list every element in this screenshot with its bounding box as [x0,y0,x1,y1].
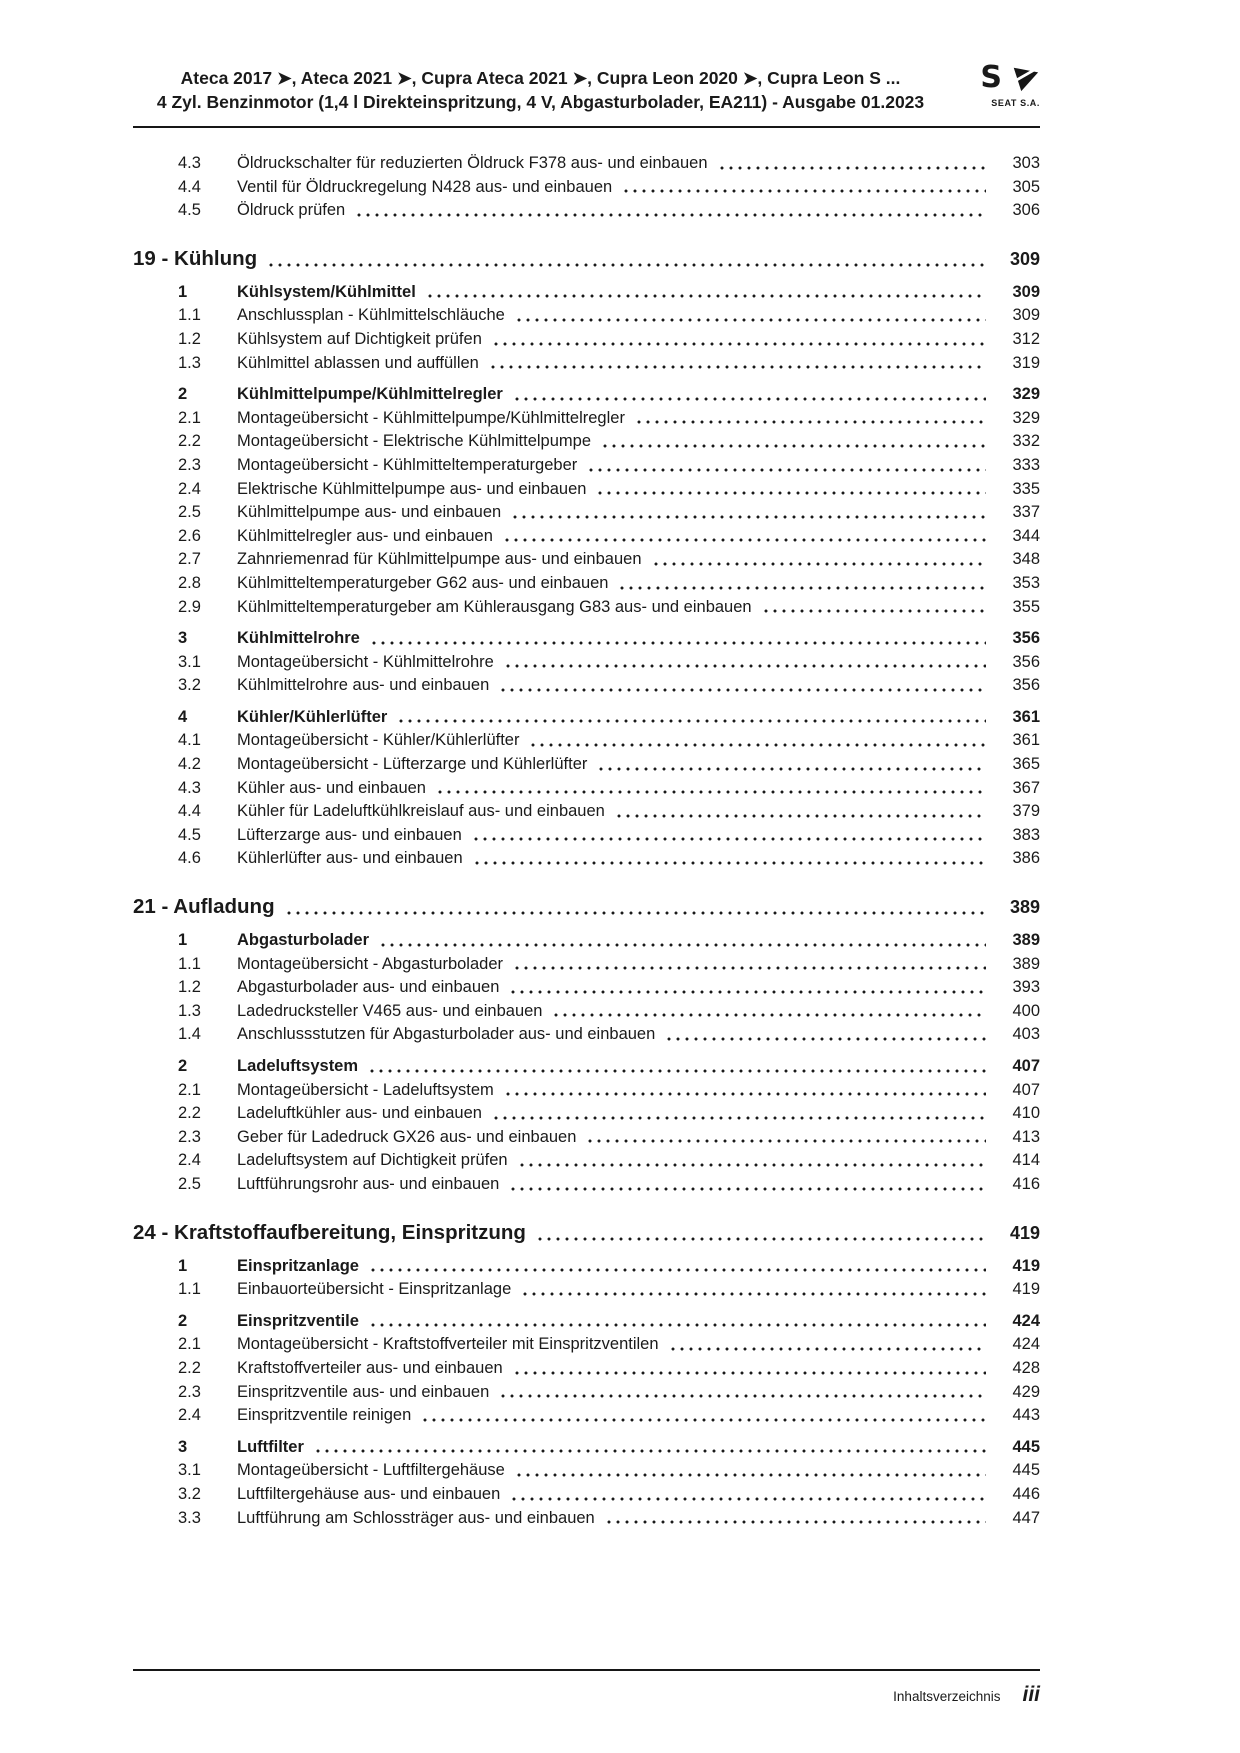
dot-leader [475,861,986,865]
entry-number: 2 [178,385,188,404]
entry-title: Kühlmittelregler aus- und einbauen [237,526,493,545]
toc-entry-row [133,953,1040,977]
entry-page-number: 446 [1012,1484,1040,1503]
dot-leader [515,1371,986,1375]
toc-entry-row [133,1079,1040,1103]
entry-number: 3 [178,1437,188,1456]
toc-entry-row [133,548,1040,572]
toc-entry-row [133,1404,1040,1428]
dot-leader [511,1187,986,1191]
entry-number: 1 [178,931,188,950]
entry-page-number: 312 [1012,329,1040,348]
entry-title: Einbauorteübersicht - Einspritzanlage [237,1280,512,1299]
seat-logo-caption: SEAT S.A. [991,98,1040,108]
dot-leader [617,814,986,818]
entry-number: 1.2 [178,978,201,997]
entry-number: 2 [178,1057,188,1075]
entry-page-number: 407 [1012,1080,1040,1099]
toc-entry-row [133,430,1040,454]
dot-leader [506,664,986,668]
entry-number: 2.1 [178,408,201,427]
dot-leader [494,1116,986,1120]
entry-title: Kühlmittelpumpe/Kühlmittelregler [237,385,503,404]
toc-entry-row [133,152,1040,176]
entry-title: Ladeluftsystem auf Dichtigkeit prüfen [237,1151,508,1170]
entry-page-number: 389 [1012,954,1040,973]
toc-list [133,152,1040,1530]
entry-number: 2.8 [178,573,201,592]
entry-number: 4 [178,707,188,726]
entry-number: 2.3 [178,455,201,474]
entry-title: Zahnriemenrad für Kühlmittelpumpe aus- und einbauen [237,550,642,569]
entry-title: Kühlmittel ablassen und auffüllen [237,353,479,372]
entry-number: 1.1 [178,306,201,325]
entry-page-number: 355 [1012,597,1040,616]
entry-page-number: 383 [1012,825,1040,844]
dot-leader [371,1268,986,1272]
entry-title: Kraftstoffverteiler aus- und einbauen [237,1358,503,1377]
dot-leader [598,491,986,495]
entry-number: 1 [178,282,188,301]
dot-leader [372,641,986,645]
entry-number: 2.3 [178,1127,201,1146]
entry-title: Geber für Ladedruck GX26 aus- und einbauen [237,1127,577,1146]
dot-leader [491,365,986,369]
toc-entry-row [133,847,1040,871]
toc-entry-row [133,777,1040,801]
toc-entry-row [133,281,1040,305]
entry-title: Luftfilter [237,1437,304,1456]
entry-title: Luftfiltergehäuse aus- und einbauen [237,1484,501,1503]
entry-title: Luftführung am Schlossträger aus- und einbauen [237,1508,595,1527]
entry-number: 2 [178,1311,188,1330]
dot-leader [637,420,986,424]
toc-chapter-row [133,1219,1040,1247]
dot-leader [554,1013,986,1017]
toc-entry-row [133,929,1040,953]
dot-leader [371,1323,986,1327]
toc-entry-row [133,1023,1040,1047]
entry-number: 1 [178,1256,188,1275]
dot-leader [513,515,986,519]
dot-leader [269,263,986,267]
dot-leader [523,1292,986,1296]
entry-page-number: 424 [1012,1335,1040,1354]
entry-number: 2.7 [178,550,201,569]
dot-leader [538,1237,986,1241]
dot-leader [423,1418,986,1422]
entry-number: 4.5 [178,825,201,844]
dot-leader [399,719,986,723]
dot-leader [428,294,986,298]
header-divider [133,126,1040,128]
entry-page-number: 428 [1012,1358,1040,1377]
toc-entry-row [133,1381,1040,1405]
seat-arrow-icon [1010,63,1040,93]
entry-page-number: 393 [1012,978,1040,997]
entry-title: Montageübersicht - Kühlmittelrohre [237,652,494,671]
toc-entry-row [133,1055,1040,1079]
entry-page-number: 365 [1012,755,1040,774]
entry-number: 3.1 [178,652,201,671]
toc-entry-row [133,478,1040,502]
entry-title: Kühlsystem/Kühlmittel [237,282,416,301]
entry-number: 1.1 [178,1280,201,1299]
toc-entry-row [133,976,1040,1000]
dot-leader [520,1163,986,1167]
entry-title: Montageübersicht - Elektrische Kühlmittelpumpe [237,432,592,451]
dot-leader [501,688,986,692]
toc-chapter-row [133,893,1040,921]
entry-page-number: 400 [1012,1001,1040,1020]
entry-number: 2.5 [178,503,201,522]
toc-entry-row [133,627,1040,651]
dot-leader [667,1037,986,1041]
entry-number: 2.5 [178,1174,201,1193]
entry-number: 2.4 [178,1151,201,1170]
dot-leader [511,990,986,994]
dot-leader [474,837,986,841]
entry-number: 4.2 [178,755,201,774]
seat-s-icon: S [980,60,1002,95]
entry-page-number: 407 [1012,1057,1040,1075]
toc-entry-row [133,199,1040,223]
entry-number: 1.3 [178,353,201,372]
entry-page-number: 356 [1012,676,1040,695]
toc-entry-row [133,328,1040,352]
dot-leader [316,1449,986,1453]
entry-page-number: 445 [1012,1461,1040,1480]
entry-number: 4.4 [178,802,201,821]
entry-title: Abgasturbolader aus- und einbauen [237,978,500,997]
entry-title: Ventil für Öldruckregelung N428 aus- und einbauen [237,177,613,196]
entry-number: 3 [178,629,188,648]
entry-number: 2.4 [178,479,201,498]
entry-title: Anschlussplan - Kühlmittelschläuche [237,306,505,325]
entry-number: 2.9 [178,597,201,616]
entry-number: 2.3 [178,1382,201,1401]
dot-leader [517,1473,986,1477]
entry-title: Montageübersicht - Kühlmittelpumpe/Kühlmittelregler [237,408,625,427]
entry-page-number: 337 [1012,503,1040,522]
entry-title: Anschlussstutzen für Abgasturbolader aus- und einbauen [237,1025,656,1044]
dot-leader [357,213,986,217]
entry-title: Luftführungsrohr aus- und einbauen [237,1174,500,1193]
entry-title: Montageübersicht - Lüfterzarge und Kühlerlüfter [237,755,588,774]
toc-entry-row [133,1102,1040,1126]
entry-page-number: 416 [1012,1174,1040,1193]
toc-entry-row [133,1483,1040,1507]
dot-leader [589,468,986,472]
dot-leader [381,943,986,947]
entry-title: Ladeluftsystem [237,1057,359,1075]
entry-number: 2.2 [178,432,201,451]
entry-title: Kühlsystem auf Dichtigkeit prüfen [237,329,482,348]
entry-number: 4.3 [178,778,201,797]
toc-entry-row [133,176,1040,200]
toc-entry-row [133,1333,1040,1357]
toc-entry-row [133,1149,1040,1173]
dot-leader [607,1520,986,1524]
entry-number: 3.1 [178,1461,201,1480]
entry-number: 4.3 [178,154,201,172]
entry-title: Einspritzventile aus- und einbauen [237,1382,490,1401]
entry-page-number: 319 [1012,353,1040,372]
toc-entry-row [133,1000,1040,1024]
entry-page-number: 309 [1012,282,1040,301]
toc-entry-row [133,1459,1040,1483]
entry-number: 4.5 [178,201,201,220]
entry-page-number: 419 [1009,1222,1040,1243]
entry-number: 1.3 [178,1001,201,1020]
toc-entry-row [133,824,1040,848]
dot-leader [438,790,986,794]
entry-page-number: 419 [1012,1256,1040,1275]
entry-page-number: 332 [1012,432,1040,451]
dot-leader [624,189,986,193]
dot-leader [588,1139,986,1143]
entry-number: 2.4 [178,1406,201,1425]
toc-entry-row [133,706,1040,730]
toc-entry-row [133,753,1040,777]
toc-entry-row [133,596,1040,620]
dot-leader [505,538,986,542]
entry-page-number: 333 [1012,455,1040,474]
toc-entry-row [133,572,1040,596]
dot-leader [620,586,986,590]
toc-entry-row [133,407,1040,431]
entry-title: Kühlerlüfter aus- und einbauen [237,849,463,868]
entry-title: Ladedrucksteller V465 aus- und einbauen [237,1001,543,1020]
entry-number: 3.2 [178,676,201,695]
toc-chapter-row [133,245,1040,273]
entry-page-number: 329 [1012,385,1040,404]
entry-page-number: 348 [1012,550,1040,569]
entry-title: Einspritzanlage [237,1256,359,1275]
entry-number: 2.2 [178,1104,201,1123]
toc-entry-row [133,651,1040,675]
dot-leader [370,1069,986,1073]
document-header [133,60,1040,114]
entry-page-number: 389 [1012,931,1040,950]
entry-page-number: 386 [1012,849,1040,868]
entry-title: Kühlmittelrohre [237,629,360,648]
entry-number: 2.6 [178,526,201,545]
entry-page-number: 424 [1012,1311,1040,1330]
toc-entry-row [133,525,1040,549]
entry-page-number: 361 [1012,731,1040,750]
entry-title: 21 - Aufladung [133,895,275,919]
entry-number: 2.1 [178,1080,201,1099]
entry-page-number: 403 [1012,1025,1040,1044]
entry-title: 24 - Kraftstoffaufbereitung, Einspritzung [133,1220,526,1244]
header-models-line: Ateca 2017 ➤, Ateca 2021 ➤, Cupra Ateca 2021 ➤, Cupra Leon 2020 ➤, Cupra Leon S ... [180,68,901,88]
entry-number: 1.2 [178,329,201,348]
entry-page-number: 309 [1009,248,1040,269]
dot-leader [671,1347,986,1351]
entry-title: 19 - Kühlung [133,246,258,270]
entry-title: Kühler aus- und einbauen [237,778,426,797]
dot-leader [506,1092,986,1096]
toc-entry-row [133,383,1040,407]
entry-page-number: 353 [1012,573,1040,592]
entry-number: 1.4 [178,1025,201,1044]
entry-title: Einspritzventile [237,1311,359,1330]
entry-page-number: 414 [1012,1151,1040,1170]
dot-leader [512,1497,986,1501]
dot-leader [599,767,986,771]
entry-title: Montageübersicht - Kraftstoffverteiler mit Einspritzventilen [237,1335,659,1354]
entry-number: 1.1 [178,954,201,973]
entry-title: Montageübersicht - Abgasturbolader [237,954,503,973]
toc-entry-row [133,454,1040,478]
entry-title: Kühlmittelpumpe aus- und einbauen [237,503,502,522]
entry-page-number: 443 [1012,1406,1040,1425]
entry-page-number: 335 [1012,479,1040,498]
toc-entry-row [133,1507,1040,1531]
dot-leader [764,609,986,613]
header-engine-line: 4 Zyl. Benzinmotor (1,4 l Direkteinspritzung, 4 V, Abgasturbolader, EA211) - Ausgabe 01.2023 [156,92,925,112]
toc-entry-row [133,674,1040,698]
seat-logo [954,60,1040,108]
entry-title: Kühler für Ladeluftkühlkreislauf aus- und einbauen [237,802,605,821]
toc-entry-row [133,1357,1040,1381]
dot-leader [720,166,987,170]
entry-title: Montageübersicht - Ladeluftsystem [237,1080,494,1099]
entry-title: Montageübersicht - Kühlmitteltemperaturgeber [237,455,578,474]
entry-title: Montageübersicht - Luftfiltergehäuse [237,1461,505,1480]
page-footer [133,1657,1040,1707]
toc-entry-row [133,304,1040,328]
entry-page-number: 305 [1012,177,1040,196]
dot-leader [531,743,986,747]
entry-page-number: 447 [1012,1508,1040,1527]
dot-leader [517,318,986,322]
dot-leader [654,562,987,566]
entry-page-number: 429 [1012,1382,1040,1401]
entry-number: 2.1 [178,1335,201,1354]
entry-title: Kühlmitteltemperaturgeber am Kühlerausgang G83 aus- und einbauen [237,597,752,616]
entry-title: Öldruckschalter für reduzierten Öldruck F378 aus- und einbauen [237,154,708,172]
seat-logo-glyphs [954,60,1040,96]
entry-page-number: 413 [1012,1127,1040,1146]
entry-number: 4.6 [178,849,201,868]
entry-page-number: 344 [1012,526,1040,545]
dot-leader [603,444,986,448]
entry-title: Kühlmitteltemperaturgeber G62 aus- und einbauen [237,573,609,592]
toc-entry-row [133,1278,1040,1302]
dot-leader [501,1394,986,1398]
entry-page-number: 410 [1012,1104,1040,1123]
dot-leader [287,911,986,915]
toc-entry-row [133,501,1040,525]
entry-page-number: 306 [1012,201,1040,220]
entry-page-number: 419 [1012,1280,1040,1299]
entry-page-number: 329 [1012,408,1040,427]
footer-page-number: iii [1022,1683,1040,1706]
entry-title: Montageübersicht - Kühler/Kühlerlüfter [237,731,520,750]
toc-entry-row [133,1126,1040,1150]
dot-leader [515,397,986,401]
entry-page-number: 356 [1012,629,1040,648]
entry-title: Elektrische Kühlmittelpumpe aus- und einbauen [237,479,587,498]
toc-entry-row [133,800,1040,824]
entry-number: 3.2 [178,1484,201,1503]
toc-entry-row [133,729,1040,753]
footer-row [133,1671,1040,1707]
entry-page-number: 367 [1012,778,1040,797]
entry-page-number: 379 [1012,802,1040,821]
toc-entry-row [133,1436,1040,1460]
entry-number: 3.3 [178,1508,201,1527]
entry-title: Kühler/Kühlerlüfter [237,707,388,726]
dot-leader [494,342,986,346]
entry-title: Kühlmittelrohre aus- und einbauen [237,676,490,695]
footer-section-label: Inhaltsverzeichnis [893,1689,1001,1704]
entry-title: Ladeluftkühler aus- und einbauen [237,1104,482,1123]
entry-title: Öldruck prüfen [237,201,346,220]
entry-page-number: 303 [1012,154,1040,172]
toc-entry-row [133,1310,1040,1334]
header-text [133,60,948,114]
toc-entry-row [133,1255,1040,1279]
entry-page-number: 361 [1012,707,1040,726]
entry-page-number: 356 [1012,652,1040,671]
entry-page-number: 445 [1012,1437,1040,1456]
entry-page-number: 309 [1012,306,1040,325]
toc-entry-row [133,1173,1040,1197]
entry-page-number: 389 [1009,897,1040,918]
entry-number: 2.2 [178,1358,201,1377]
toc-entry-row [133,352,1040,376]
entry-number: 4.4 [178,177,201,196]
entry-title: Abgasturbolader [237,931,370,950]
entry-title: Lüfterzarge aus- und einbauen [237,825,462,844]
entry-title: Einspritzventile reinigen [237,1406,412,1425]
entry-number: 4.1 [178,731,201,750]
dot-leader [515,966,986,970]
